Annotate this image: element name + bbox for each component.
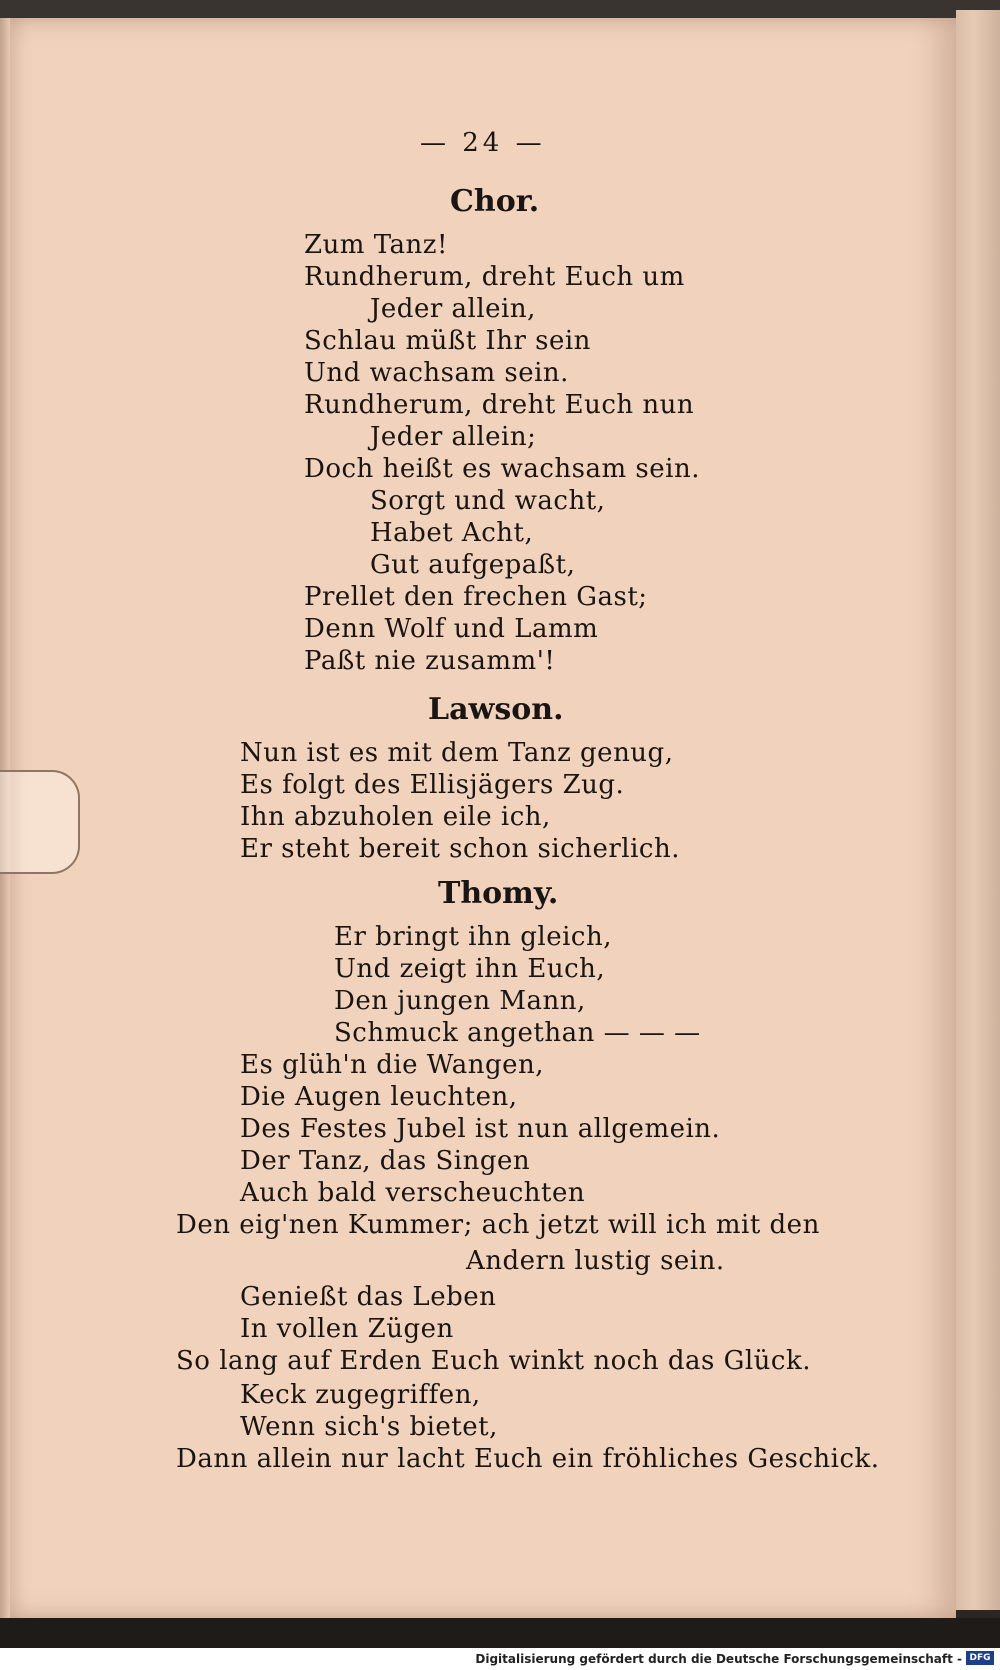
verse-line: Paßt nie zusamm'! xyxy=(304,646,556,676)
verse-line: Es folgt des Ellisjägers Zug. xyxy=(240,770,625,800)
verse-line: Genießt das Leben xyxy=(240,1282,497,1312)
verse-line: Dann allein nur lacht Euch ein fröhliches Geschick. xyxy=(176,1444,880,1474)
verse-line: Habet Acht, xyxy=(370,518,534,548)
verse-line: So lang auf Erden Euch winkt noch das Glück. xyxy=(176,1346,811,1376)
verse-line: Es glüh'n die Wangen, xyxy=(240,1050,545,1080)
footer-credit: Digitalisierung gefördert durch die Deutsche Forschungsgemeinschaft - xyxy=(475,1652,962,1666)
verse-line: Schlau müßt Ihr sein xyxy=(304,326,591,356)
verse-line: Ihn abzuholen eile ich, xyxy=(240,802,551,832)
verse-line: Er steht bereit schon sicherlich. xyxy=(240,834,680,864)
verse-line: Der Tanz, das Singen xyxy=(240,1146,531,1176)
speaker-lawson: Lawson. xyxy=(428,692,564,727)
verse-line: Rundherum, dreht Euch nun xyxy=(304,390,695,420)
verse-line: Die Augen leuchten, xyxy=(240,1082,518,1112)
verse-line: Den jungen Mann, xyxy=(334,986,586,1016)
verse-line: Jeder allein, xyxy=(370,294,536,324)
dfg-logo: DFG xyxy=(966,1651,994,1665)
page-number: — 24 — xyxy=(420,128,546,158)
verse-line: Und wachsam sein. xyxy=(304,358,569,388)
verse-line: Gut aufgepaßt, xyxy=(370,550,576,580)
verse-line: In vollen Zügen xyxy=(240,1314,454,1344)
verse-line: Keck zugegriffen, xyxy=(240,1380,481,1410)
verse-line: Andern lustig sein. xyxy=(466,1246,725,1276)
verse-line: Sorgt und wacht, xyxy=(370,486,606,516)
verse-line: Wenn sich's bietet, xyxy=(240,1412,498,1442)
verse-line: Doch heißt es wachsam sein. xyxy=(304,454,700,484)
verse-line: Prellet den frechen Gast; xyxy=(304,582,648,612)
verse-line: Des Festes Jubel ist nun allgemein. xyxy=(240,1114,721,1144)
verse-line: Er bringt ihn gleich, xyxy=(334,922,612,952)
verse-line: Denn Wolf und Lamm xyxy=(304,614,599,644)
verse-line: Nun ist es mit dem Tanz genug, xyxy=(240,738,674,768)
speaker-thomy: Thomy. xyxy=(438,876,559,911)
verse-line: Zum Tanz! xyxy=(304,230,448,260)
verse-line: Den eig'nen Kummer; ach jetzt will ich mit den xyxy=(176,1210,820,1240)
verse-line: Schmuck angethan — — — xyxy=(334,1018,701,1048)
verse-line: Jeder allein; xyxy=(370,422,537,452)
verse-line: Und zeigt ihn Euch, xyxy=(334,954,606,984)
speaker-chor: Chor. xyxy=(450,184,540,219)
verse-line: Auch bald verscheuchten xyxy=(240,1178,586,1208)
verse-line: Rundherum, dreht Euch um xyxy=(304,262,685,292)
